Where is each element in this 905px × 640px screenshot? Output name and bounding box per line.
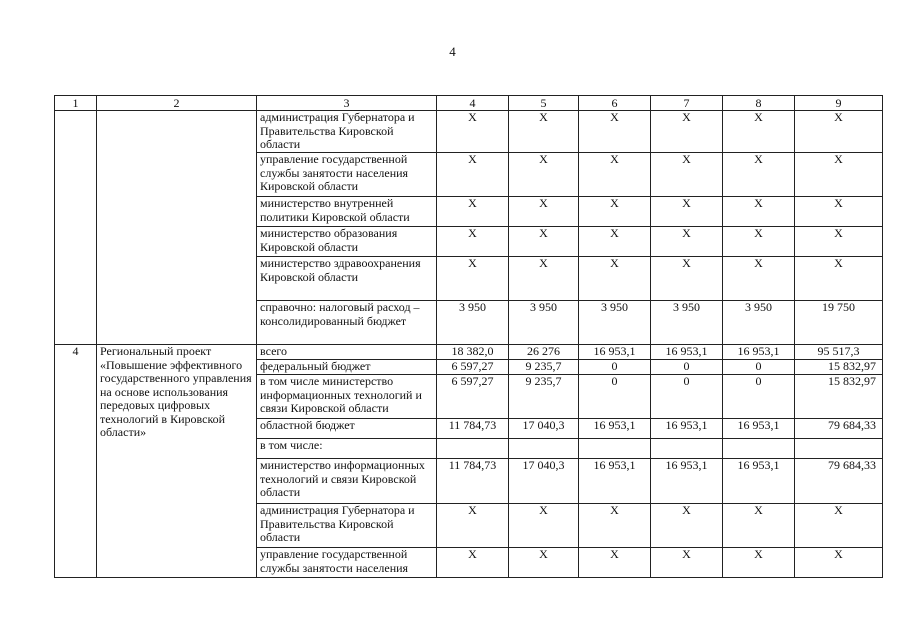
- row-label: областной бюджет: [257, 419, 437, 439]
- value-cell: X: [509, 227, 579, 257]
- header-cell: 9: [795, 96, 883, 111]
- value-cell: X: [795, 227, 883, 257]
- value-cell: 95 517,3: [795, 345, 883, 360]
- value-cell: 16 953,1: [651, 345, 723, 360]
- value-cell: 0: [651, 375, 723, 419]
- value-cell: 19 750: [795, 301, 883, 345]
- header-cell: 2: [97, 96, 257, 111]
- value-cell: 6 597,27: [437, 360, 509, 375]
- value-cell: X: [795, 257, 883, 301]
- value-cell: 26 276: [509, 345, 579, 360]
- row-label: в том числе министерство информационных технологий и связи Кировской области: [257, 375, 437, 419]
- value-cell: X: [651, 197, 723, 227]
- value-cell: X: [651, 153, 723, 197]
- value-cell: X: [579, 504, 651, 548]
- value-cell: 16 953,1: [579, 345, 651, 360]
- row-number-cell: [55, 111, 97, 345]
- row-label: в том числе:: [257, 439, 437, 459]
- value-cell: 11 784,73: [437, 419, 509, 439]
- value-cell: 3 950: [509, 301, 579, 345]
- header-cell: 1: [55, 96, 97, 111]
- value-cell: X: [509, 548, 579, 578]
- value-cell: X: [651, 504, 723, 548]
- value-cell: X: [651, 257, 723, 301]
- value-cell: 79 684,33: [795, 419, 883, 439]
- value-cell: X: [509, 504, 579, 548]
- value-cell: 0: [651, 360, 723, 375]
- value-cell: X: [579, 257, 651, 301]
- header-cell: 5: [509, 96, 579, 111]
- value-cell: 3 950: [723, 301, 795, 345]
- value-cell: X: [795, 548, 883, 578]
- value-cell: [651, 439, 723, 459]
- value-cell: 3 950: [579, 301, 651, 345]
- value-cell: 17 040,3: [509, 419, 579, 439]
- value-cell: X: [579, 153, 651, 197]
- section-title: Региональный проект «Повышение эффективного государственного управления на основе использования передовых цифровых технологий в Кировской области»: [97, 345, 257, 578]
- value-cell: X: [437, 227, 509, 257]
- header-cell: 6: [579, 96, 651, 111]
- value-cell: 6 597,27: [437, 375, 509, 419]
- value-cell: 16 953,1: [579, 419, 651, 439]
- table-header-row: [55, 96, 883, 111]
- row-label: всего: [257, 345, 437, 360]
- value-cell: X: [723, 548, 795, 578]
- value-cell: 17 040,3: [509, 459, 579, 504]
- value-cell: X: [437, 548, 509, 578]
- value-cell: X: [437, 111, 509, 153]
- value-cell: 16 953,1: [723, 419, 795, 439]
- value-cell: X: [651, 548, 723, 578]
- row-label: министерство здравоохранения Кировской области: [257, 257, 437, 301]
- table-row: [55, 345, 883, 360]
- row-title-cell: [97, 111, 257, 345]
- budget-table: [54, 95, 883, 578]
- value-cell: X: [723, 111, 795, 153]
- value-cell: X: [795, 197, 883, 227]
- value-cell: X: [579, 548, 651, 578]
- value-cell: 15 832,97: [795, 360, 883, 375]
- value-cell: 0: [579, 375, 651, 419]
- value-cell: X: [579, 227, 651, 257]
- value-cell: 0: [723, 360, 795, 375]
- header-cell: 3: [257, 96, 437, 111]
- value-cell: X: [579, 197, 651, 227]
- row-label: министерство информационных технологий и связи Кировской области: [257, 459, 437, 504]
- row-label: администрация Губернатора и Правительства Кировской области: [257, 111, 437, 153]
- value-cell: 9 235,7: [509, 375, 579, 419]
- value-cell: X: [723, 153, 795, 197]
- row-label: управление государственной службы занятости населения Кировской области: [257, 153, 437, 197]
- value-cell: 16 953,1: [651, 419, 723, 439]
- header-cell: 4: [437, 96, 509, 111]
- value-cell: X: [651, 227, 723, 257]
- value-cell: 15 832,97: [795, 375, 883, 419]
- value-cell: [509, 439, 579, 459]
- value-cell: X: [509, 257, 579, 301]
- value-cell: X: [723, 227, 795, 257]
- value-cell: 16 953,1: [651, 459, 723, 504]
- value-cell: X: [723, 257, 795, 301]
- value-cell: X: [437, 257, 509, 301]
- value-cell: 16 953,1: [723, 459, 795, 504]
- value-cell: X: [509, 111, 579, 153]
- section-number: 4: [55, 345, 97, 578]
- value-cell: 9 235,7: [509, 360, 579, 375]
- row-label: справочно: налоговый расход – консолидированный бюджет: [257, 301, 437, 345]
- table-row: [55, 111, 883, 153]
- page-number: 4: [449, 44, 456, 59]
- value-cell: [795, 439, 883, 459]
- value-cell: X: [795, 504, 883, 548]
- value-cell: 11 784,73: [437, 459, 509, 504]
- value-cell: [723, 439, 795, 459]
- value-cell: X: [437, 153, 509, 197]
- value-cell: 0: [579, 360, 651, 375]
- header-cell: 8: [723, 96, 795, 111]
- value-cell: [437, 439, 509, 459]
- row-label: министерство внутренней политики Кировской области: [257, 197, 437, 227]
- value-cell: 79 684,33: [795, 459, 883, 504]
- value-cell: X: [437, 197, 509, 227]
- value-cell: X: [795, 111, 883, 153]
- value-cell: X: [579, 111, 651, 153]
- row-label: федеральный бюджет: [257, 360, 437, 375]
- value-cell: X: [795, 153, 883, 197]
- value-cell: 3 950: [651, 301, 723, 345]
- value-cell: 3 950: [437, 301, 509, 345]
- row-label: министерство образования Кировской области: [257, 227, 437, 257]
- value-cell: [579, 439, 651, 459]
- header-cell: 7: [651, 96, 723, 111]
- value-cell: 18 382,0: [437, 345, 509, 360]
- value-cell: X: [723, 504, 795, 548]
- value-cell: 16 953,1: [579, 459, 651, 504]
- row-label: управление государственной службы занятости населения: [257, 548, 437, 578]
- value-cell: X: [509, 153, 579, 197]
- value-cell: X: [723, 197, 795, 227]
- value-cell: 16 953,1: [723, 345, 795, 360]
- row-label: администрация Губернатора и Правительства Кировской области: [257, 504, 437, 548]
- value-cell: X: [651, 111, 723, 153]
- value-cell: 0: [723, 375, 795, 419]
- value-cell: X: [509, 197, 579, 227]
- value-cell: X: [437, 504, 509, 548]
